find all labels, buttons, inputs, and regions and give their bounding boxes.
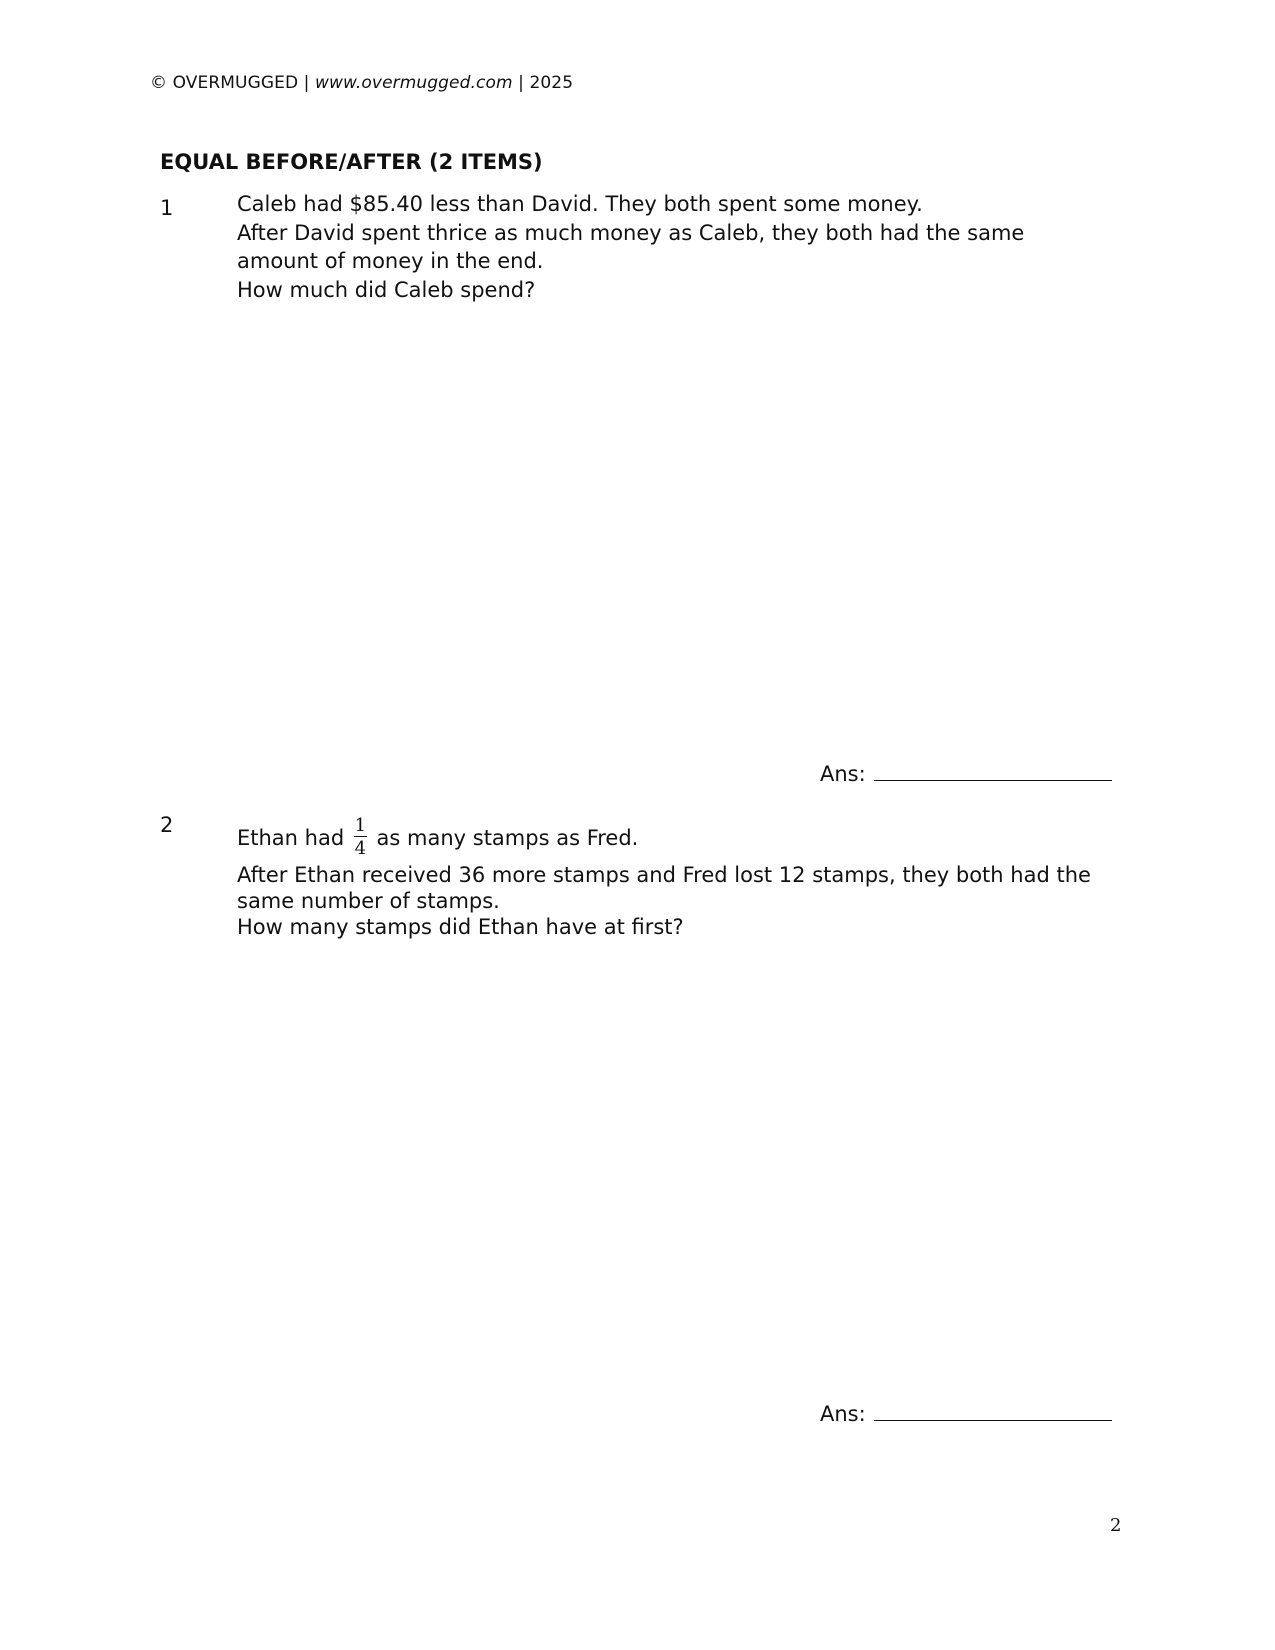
header-copyright: © OVERMUGGED | bbox=[150, 73, 315, 93]
question-2-answer-label: Ans: bbox=[820, 1402, 866, 1426]
question-2-line-1 bbox=[237, 815, 1097, 860]
question-2-text bbox=[237, 815, 1097, 940]
header-url: www.overmugged.com bbox=[315, 73, 513, 93]
question-1-text bbox=[237, 190, 1097, 304]
question-2-answer-line[interactable] bbox=[874, 1400, 1112, 1421]
fraction-denominator: 4 bbox=[354, 838, 367, 859]
question-1-line-2: After David spent thrice as much money as Caleb, they both had the same amount of money in the end. bbox=[237, 220, 1025, 273]
question-1-line-1: Caleb had $85.40 less than David. They both spent some money. bbox=[237, 192, 923, 216]
section-title: EQUAL BEFORE/AFTER (2 ITEMS) bbox=[160, 150, 543, 174]
question-1-answer-label: Ans: bbox=[820, 762, 866, 786]
question-1-number: 1 bbox=[160, 196, 174, 220]
question-1-answer bbox=[820, 760, 1112, 786]
question-2-answer bbox=[820, 1400, 1112, 1426]
question-2-number: 2 bbox=[160, 813, 174, 837]
page-number: 2 bbox=[1110, 1515, 1122, 1536]
question-1-answer-line[interactable] bbox=[874, 760, 1112, 781]
question-2-line-1-after: as many stamps as Fred. bbox=[369, 826, 639, 850]
fraction-one-quarter bbox=[354, 816, 367, 858]
question-2-line-1-before: Ethan had bbox=[237, 826, 351, 850]
question-2-line-3: How many stamps did Ethan have at first? bbox=[237, 915, 684, 939]
page-header bbox=[150, 73, 573, 93]
fraction-bar bbox=[354, 836, 367, 837]
question-2-line-2: After Ethan received 36 more stamps and Fred lost 12 stamps, they both had the same number of stamps. bbox=[237, 863, 1091, 913]
question-1-line-3: How much did Caleb spend? bbox=[237, 277, 536, 302]
header-year: | 2025 bbox=[512, 73, 574, 93]
fraction-numerator: 1 bbox=[354, 815, 367, 836]
